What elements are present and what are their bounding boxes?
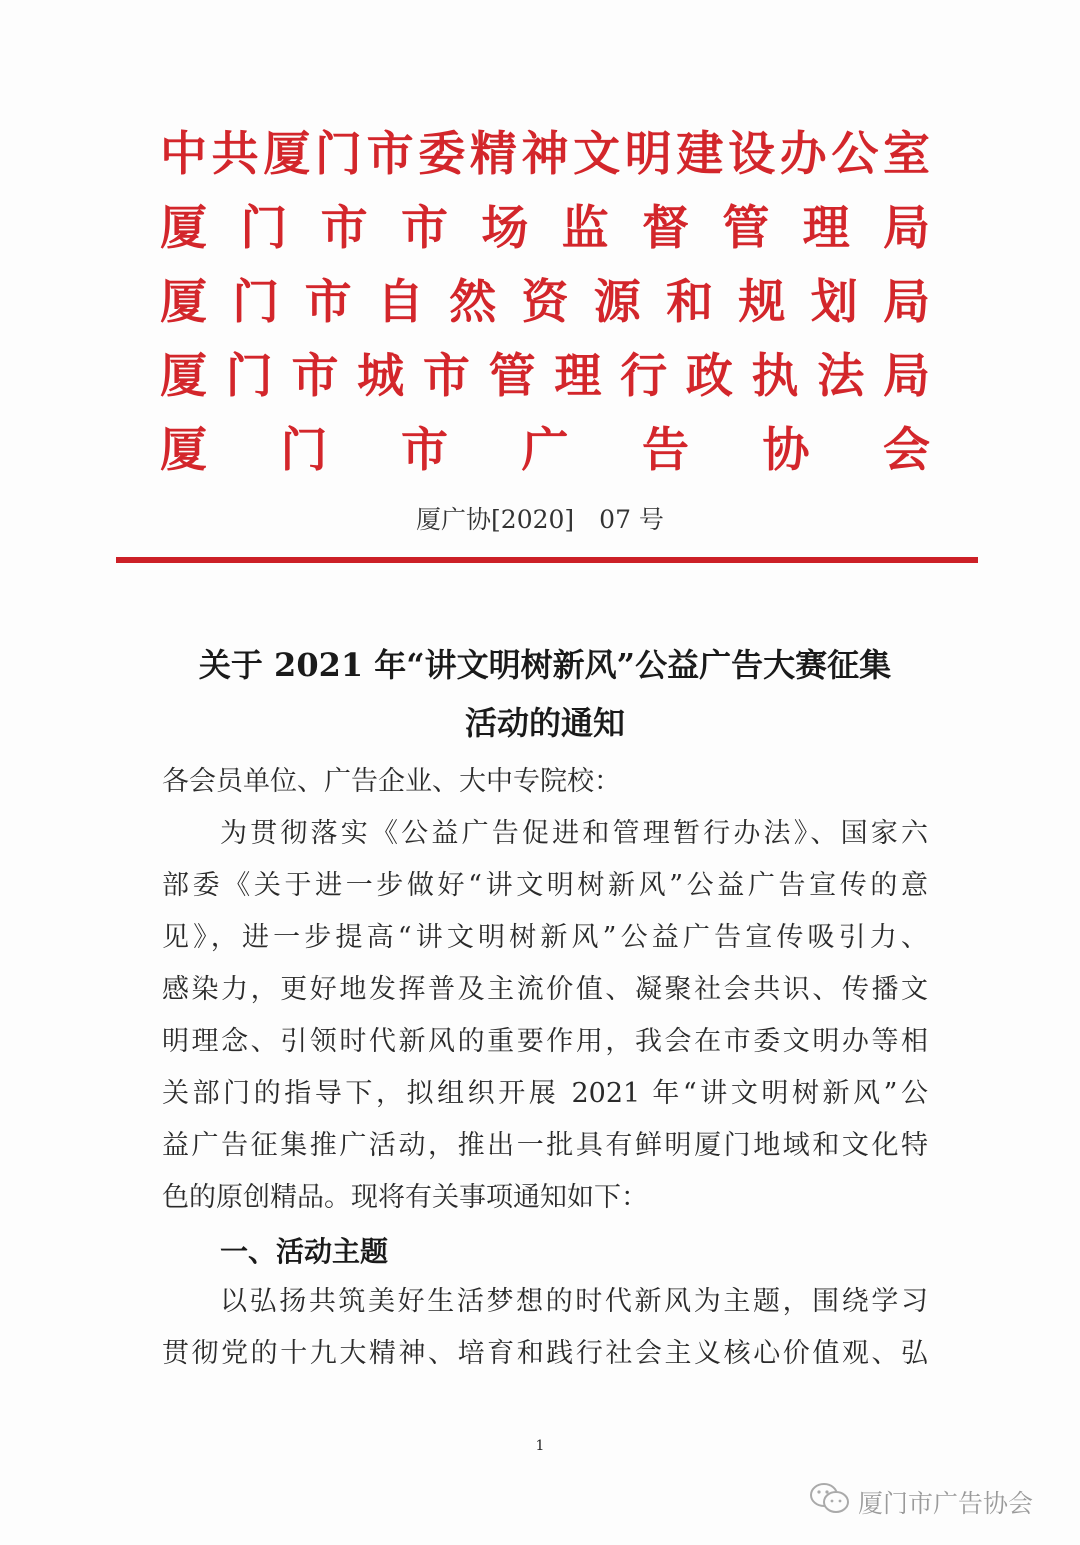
paragraph-line: 为贯彻落实《公益广告促进和管理暂行办法》、国家六	[220, 818, 928, 849]
salutation: 各会员单位、广告企业、大中专院校：	[162, 766, 621, 797]
paragraph-line: 部委《关于进一步做好“讲文明树新风”公益广告宣传的意	[162, 870, 928, 901]
document-number: 厦广协[2020] 07 号	[416, 505, 664, 534]
watermark-text: 厦门市广告协会	[858, 1489, 1034, 1518]
issuer-line-1: 中共厦门市委精神文明建设办公室	[160, 127, 930, 182]
issuer-line-3: 厦门市自然资源和规划局	[160, 275, 930, 330]
wechat-icon	[808, 1482, 852, 1522]
issuer-line-5: 厦门市广告协会	[160, 423, 930, 478]
paragraph-line: 贯彻党的十九大精神、培育和践行社会主义核心价值观、弘	[162, 1338, 928, 1369]
paragraph-line: 见》，进一步提高“讲文明树新风”公益广告宣传吸引力、	[162, 922, 928, 953]
issuer-line-2: 厦门市市场监督管理局	[160, 201, 930, 256]
paragraph-line: 以弘扬共筑美好生活梦想的时代新风为主题，围绕学习	[220, 1286, 928, 1317]
paragraph-line: 益广告征集推广活动，推出一批具有鲜明厦门地域和文化特	[162, 1130, 928, 1161]
paragraph-line: 关部门的指导下，拟组织开展 2021 年“讲文明树新风”公	[162, 1078, 928, 1109]
notice-title-line-2: 活动的通知	[464, 704, 625, 742]
paragraph-line: 感染力，更好地发挥普及主流价值、凝聚社会共识、传播文	[162, 974, 928, 1005]
issuer-line-4: 厦门市城市管理行政执法局	[160, 349, 930, 404]
paragraph-line: 色的原创精品。现将有关事项通知如下：	[162, 1182, 648, 1213]
paragraph-line: 明理念、引领时代新风的重要作用，我会在市委文明办等相	[162, 1026, 928, 1057]
red-divider	[116, 557, 978, 563]
notice-title-line-1: 关于 2021 年“讲文明树新风”公益广告大赛征集	[198, 646, 892, 684]
watermark	[808, 1482, 1033, 1522]
page-number: 1	[535, 1438, 545, 1454]
section-heading: 一、活动主题	[220, 1235, 389, 1268]
